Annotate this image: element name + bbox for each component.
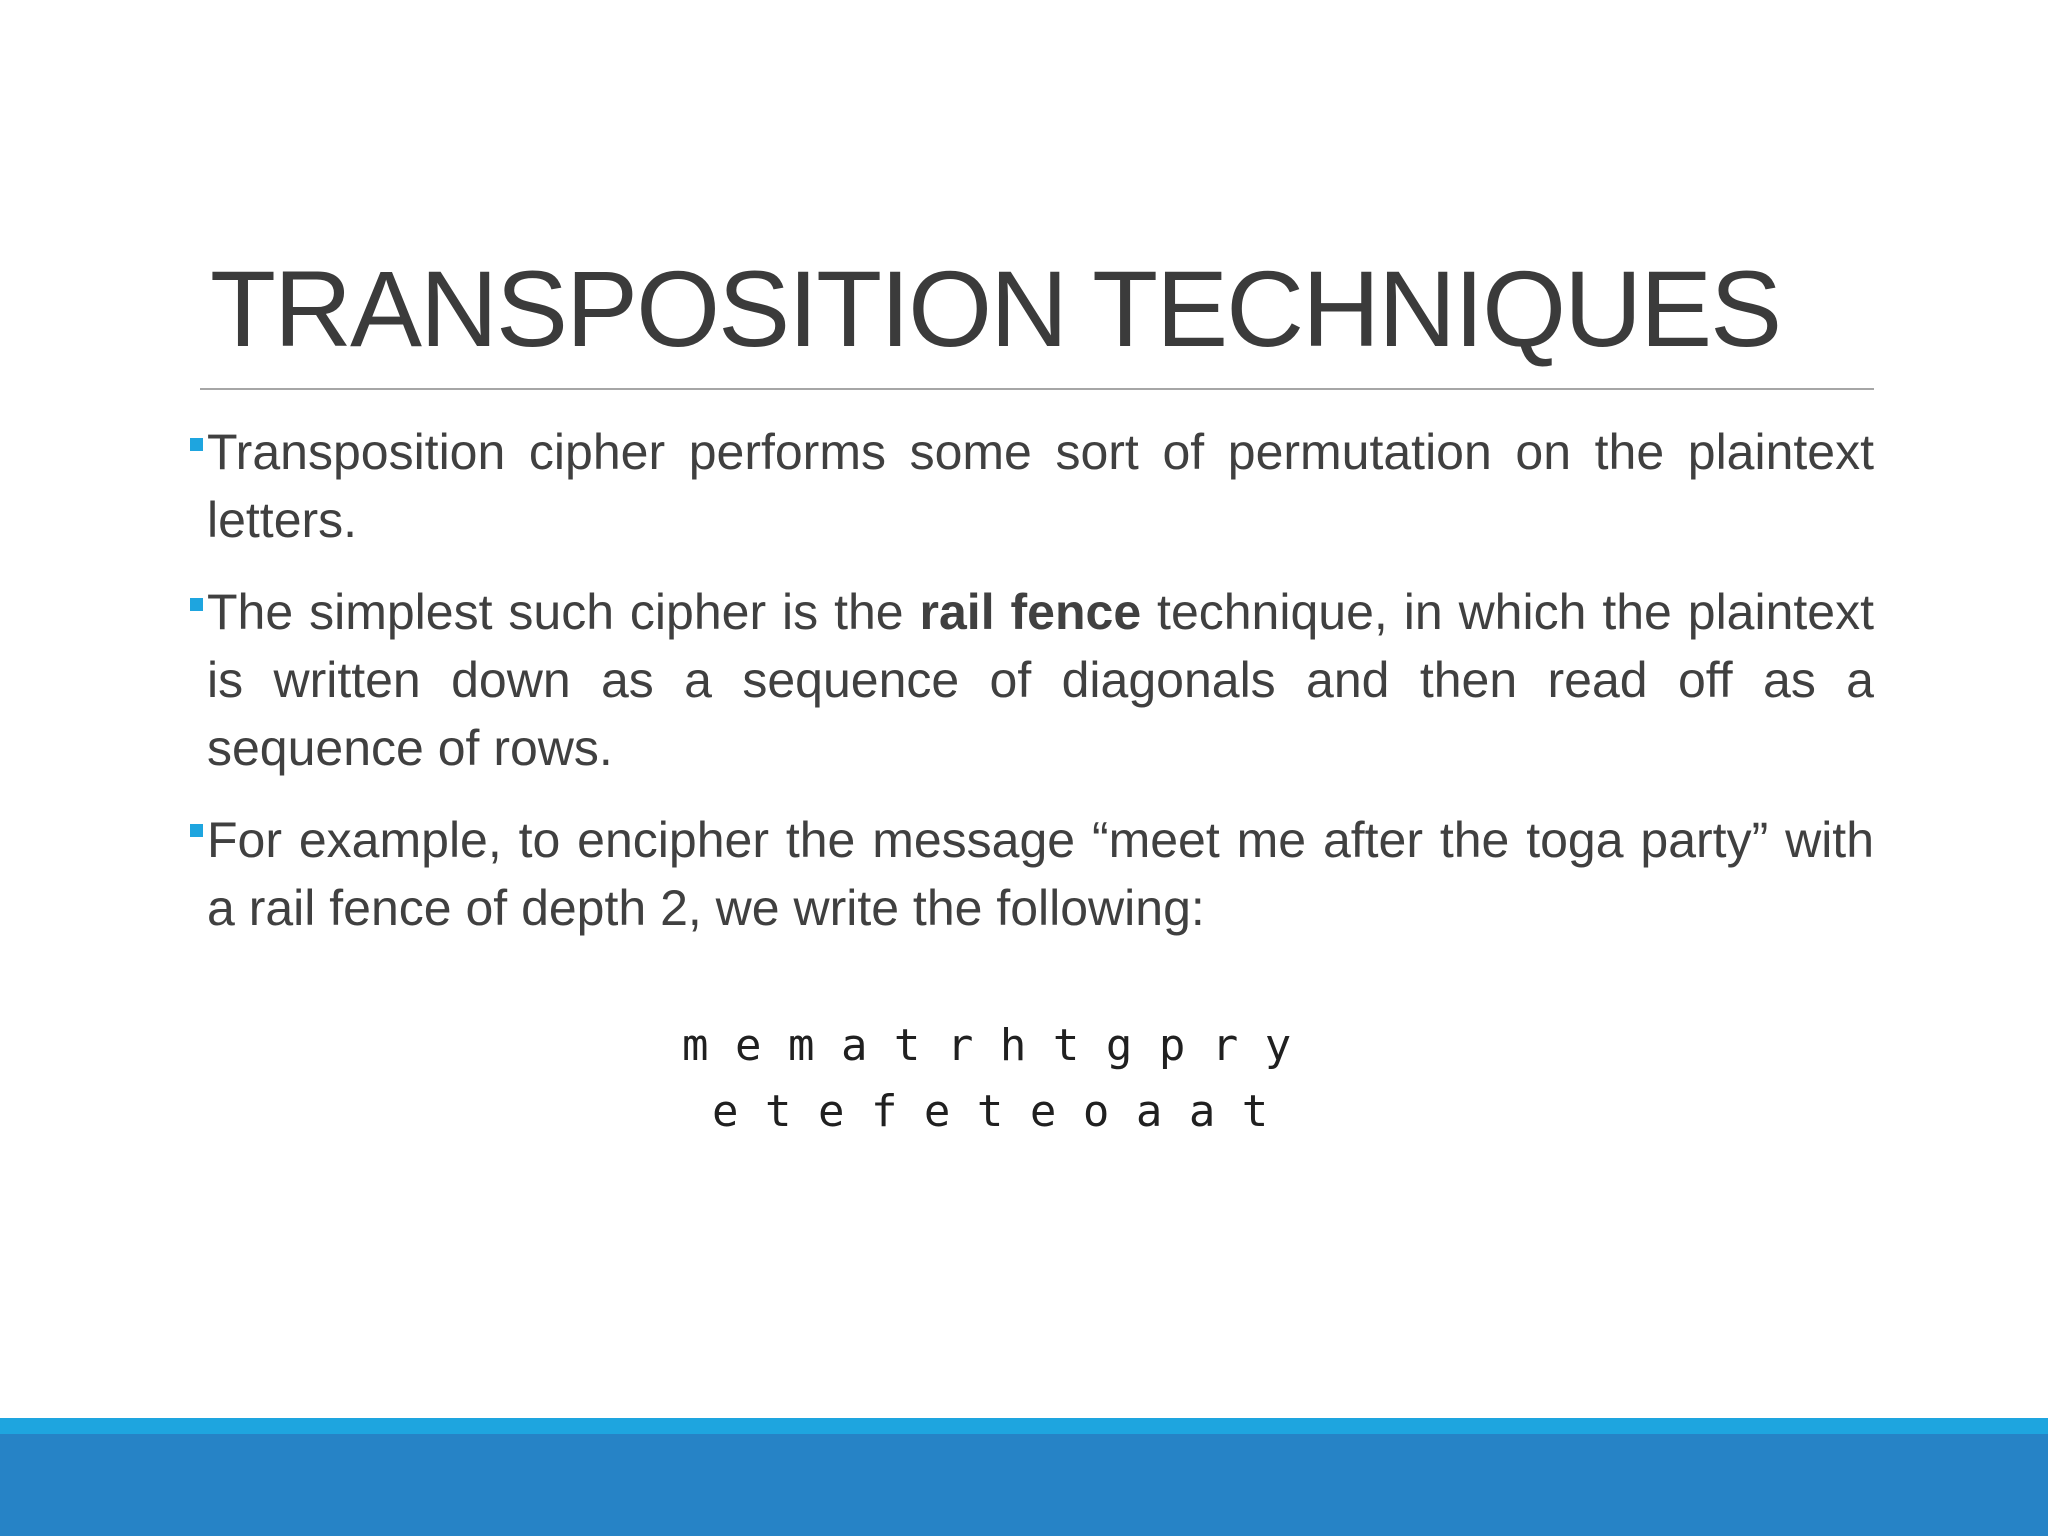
slide-body [190, 418, 1874, 966]
rail-row-top: m e m a t r h t g p r y [682, 1020, 1292, 1071]
bullet-square-icon [190, 598, 203, 611]
bullet-square-icon [190, 824, 203, 837]
bullet-example [190, 806, 1874, 942]
rail-row-bottom: e t e f e t e o a a t [712, 1086, 1269, 1137]
bullet-text-after: technique, in which the plaintext is written down as a sequence of diagonals and then read off as a sequence of rows. [207, 584, 1874, 776]
footer-accent-stripe [0, 1418, 2048, 1434]
bullet-text: Transposition cipher performs some sort of permutation on the plaintext letters. [207, 424, 1874, 548]
title-divider [200, 388, 1874, 390]
bullet-rail-fence [190, 578, 1874, 782]
footer-bar [0, 1434, 2048, 1536]
bullet-text-before: The simplest such cipher is the [207, 584, 920, 640]
slide-title: TRANSPOSITION TECHNIQUES [210, 248, 1781, 369]
bullet-text: For example, to encipher the message “meet me after the toga party” with a rail fence of depth 2, we write the following: [207, 812, 1874, 936]
bullet-transposition [190, 418, 1874, 554]
bullet-bold-term: rail fence [919, 584, 1142, 640]
bullet-square-icon [190, 438, 203, 451]
